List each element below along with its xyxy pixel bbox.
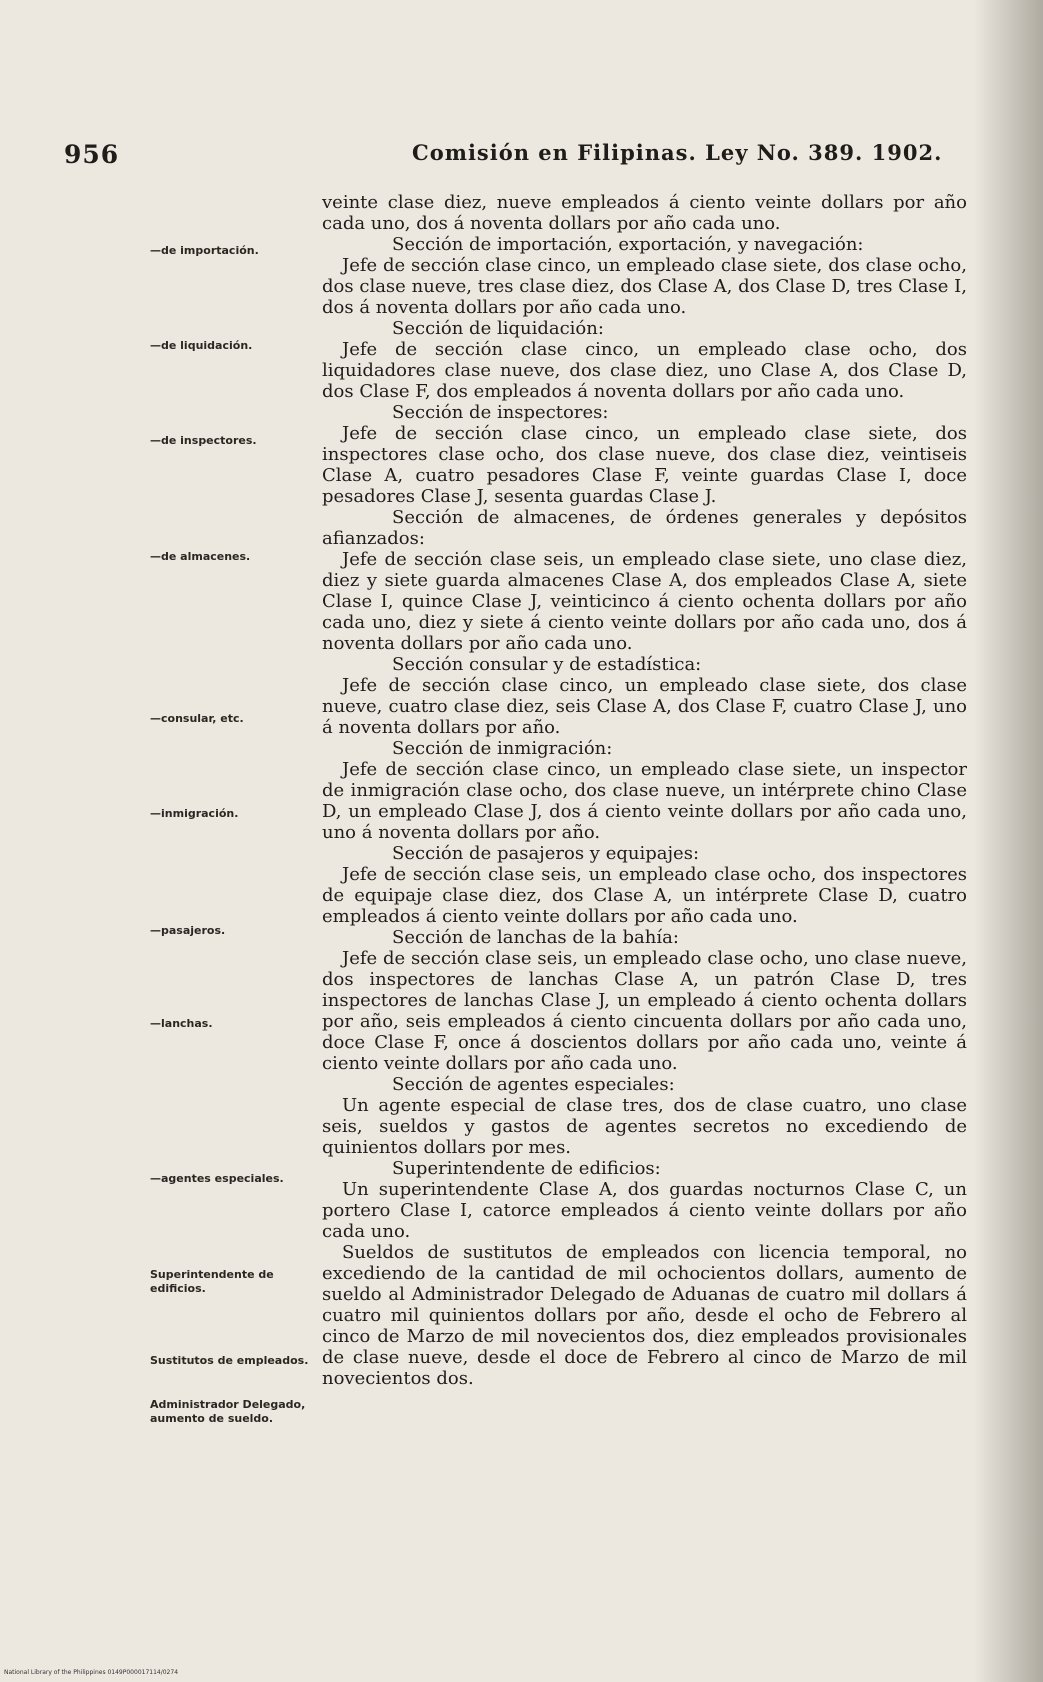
- paragraph: Un superintendente Clase A, dos guardas nocturnos Clase C, un portero Clase I, catorce empleados á ciento veinte dollars por año cada uno.: [322, 1179, 967, 1242]
- section-heading: Sección de inspectores:: [392, 402, 609, 423]
- margin-note-lanchas: —lanchas.: [150, 1017, 213, 1030]
- paragraph: veinte clase diez, nueve empleados á ciento veinte dollars por año cada uno, dos á noventa dollars por año cada uno.: [322, 192, 967, 234]
- margin-note-sustitutos: Sustitutos de empleados.: [150, 1354, 309, 1367]
- margin-note-superintendente: Superintendente de edificios.: [150, 1268, 274, 1295]
- paragraph: Jefe de sección clase cinco, un empleado clase siete, dos inspectores clase ocho, dos clase nueve, dos clase diez, veintiseis Clase A, cuatro pesadores Clase F, veinte guardas Clase I, doce pesadores Clase J, sesenta guardas Clase J.: [322, 423, 967, 507]
- paragraph: Un agente especial de clase tres, dos de clase cuatro, uno clase seis, sueldos y gastos de agentes secretos no excediendo de quinientos dollars por mes.: [322, 1095, 967, 1158]
- section-heading: Sección de importación, exportación, y navegación:: [392, 234, 864, 255]
- section-heading: Sección de pasajeros y equipajes:: [392, 843, 700, 864]
- paragraph: Jefe de sección clase cinco, un empleado clase siete, dos clase nueve, cuatro clase diez, seis Clase A, dos Clase F, cuatro Clase J, uno á noventa dollars por año.: [322, 675, 967, 738]
- margin-note-administrador: Administrador Delegado, aumento de sueldo.: [150, 1398, 306, 1425]
- page-number: 956: [64, 140, 120, 169]
- margin-note-pasajeros: —pasajeros.: [150, 924, 226, 937]
- section-heading: Sección consular y de estadística:: [392, 654, 702, 675]
- margin-note-importacion: —de importación.: [150, 244, 259, 257]
- section-heading: Sección de agentes especiales:: [392, 1074, 675, 1095]
- margin-note-inmigracion: —inmigración.: [150, 807, 239, 820]
- running-head: Comisión en Filipinas. Ley No. 389. 1902.: [412, 140, 943, 165]
- margin-note-agentes-especiales: —agentes especiales.: [150, 1172, 284, 1185]
- margin-note-liquidacion: —de liquidación.: [150, 339, 253, 352]
- section-heading: Sección de liquidación:: [392, 318, 604, 339]
- scan-footer: National Library of the Philippines 0149P000017114/0274: [4, 1669, 179, 1676]
- paragraph: Jefe de sección clase seis, un empleado clase ocho, dos inspectores de equipaje clase diez, dos Clase A, un intérprete Clase D, cuatro empleados á ciento veinte dollars por año cada uno.: [322, 864, 967, 927]
- margin-note-consular: —consular, etc.: [150, 712, 244, 725]
- paragraph: Jefe de sección clase seis, un empleado clase siete, uno clase diez, diez y siete guarda almacenes Clase A, dos empleados Clase A, siete Clase I, quince Clase J, veinticinco á ciento ochenta dollars por año cada uno, diez y siete á ciento veinte dollars por año cada uno, dos á noventa dollars por año cada uno.: [322, 549, 967, 654]
- section-heading: Sección de inmigración:: [392, 738, 613, 759]
- section-heading: Sección de almacenes, de órdenes generales y depósitos afianzados:: [322, 507, 967, 549]
- body-text: [322, 192, 967, 1389]
- paragraph: Jefe de sección clase cinco, un empleado clase siete, dos clase ocho, dos clase nueve, tres clase diez, dos Clase A, dos Clase D, tres Clase I, dos á noventa dollars por año cada uno.: [322, 255, 967, 318]
- margin-note-inspectores: —de inspectores.: [150, 434, 257, 447]
- margin-note-almacenes: —de almacenes.: [150, 550, 251, 563]
- page-edge-shadow: [973, 0, 1043, 1682]
- paragraph: Jefe de sección clase seis, un empleado clase ocho, uno clase nueve, dos inspectores de lanchas Clase A, un patrón Clase D, tres inspectores de lanchas Clase J, un empleado á ciento ochenta dollars por año, seis empleados á ciento cincuenta dollars por año cada uno, doce Clase F, once á doscientos dollars por año cada uno, veinte á ciento veinte dollars por año cada uno.: [322, 948, 967, 1074]
- section-heading: Superintendente de edificios:: [392, 1158, 661, 1179]
- paragraph: Jefe de sección clase cinco, un empleado clase siete, un inspector de inmigración clase ocho, dos clase nueve, un intérprete chino Clase D, un empleado Clase J, dos á ciento veinte dollars por año cada uno, uno á noventa dollars por año.: [322, 759, 967, 843]
- section-heading: Sección de lanchas de la bahía:: [392, 927, 679, 948]
- paragraph: Sueldos de sustitutos de empleados con licencia temporal, no excediendo de la cantidad de mil ochocientos dollars, aumento de sueldo al Administrador Delegado de Aduanas de cuatro mil dollars á cuatro mil quinientos dollars por año, desde el ocho de Febrero al cinco de Marzo de mil novecientos dos, diez empleados provisionales de clase nueve, desde el doce de Febrero al cinco de Marzo de mil novecientos dos.: [322, 1242, 967, 1389]
- paragraph: Jefe de sección clase cinco, un empleado clase ocho, dos liquidadores clase nueve, dos clase diez, uno Clase A, dos Clase D, dos Clase F, dos empleados á noventa dollars por año cada uno.: [322, 339, 967, 402]
